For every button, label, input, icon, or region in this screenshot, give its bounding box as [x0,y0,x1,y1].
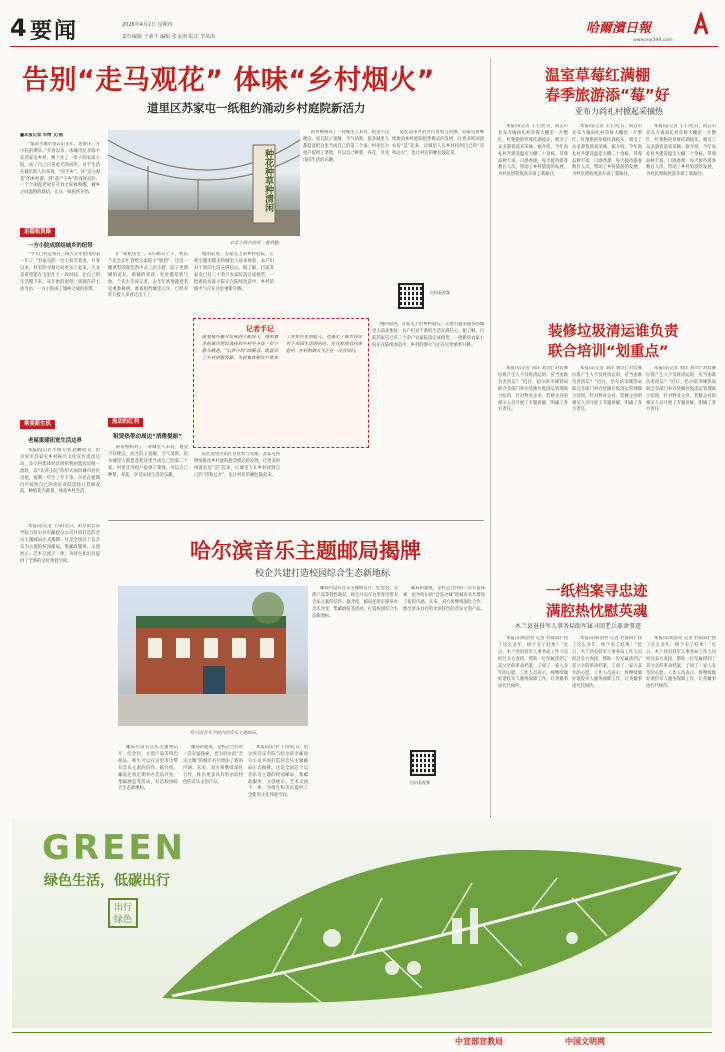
ad-green-word: GREEN [42,828,186,868]
story2-col4: 本报讯(记者 王琪)近日，哈尔滨音乐学院与哈尔滨市邮政分公司共同打造的音乐主题邮局正式揭牌。这是全国首个以音乐为主题的校园邮局，集邮政服务、文创展示、艺术交流于一体，为师生和市民提供了全新的文化体验空间。 [248,745,308,799]
right2-col2: 本报讯(记者 刘洋 刘洋)“对装修垃圾产生人不及时清运的，应当由谁负责清运？”近日，哈尔滨市城管局联合多部门举办装修垃圾清运管理联合培训，针对物业企业、装修企业的相关人员开展了专题讲解，明确了各方责任。 [572,366,642,413]
ad-slogan: 绿色生活，低碳出行 [44,873,170,889]
story1-col6: 的价格相对了一对城里人来说，租金不仅便宜，而且院子宽敞、空气清新，很多城里人都愿意把这里当成自己的第二个家。村里还为租户提供了菜地，可以自己种菜、养花，享受田园生活的乐趣。 [303,130,389,163]
story1-col7: 依托道里区的区位优势与资源，苏家屯将继续推动乡村庭院租赁模式的发展，让更多的闲置农房“活”起来，让城里人在乡村找到自己的“诗和远方”，也让村民的腰包鼓起来。 [392,130,484,156]
commentary-title: 记者手记 [246,325,274,333]
right3-headline-line1: 一纸档案寻忠迹 [546,584,648,600]
right3-col3: 本报讯(胡清亮 记者 杜薛薛)“找了这么多年，终于有了结果！”近日，木兰县退役军人事务局工作人员经过多方查找，帮助一位军属找到了其父亲的革命档案，了却了一家人多年的心愿。工作人员表示，将继续做好退役军人服务保障工作，让英雄事迹代代相传。 [646,636,716,690]
right3-col1: 本报讯(胡清亮 记者 杜薛薛)“找了这么多年，终于有了结果！”近日，木兰县退役军人事务局工作人员经过多方查找，帮助一位军属找到了其父亲的革命档案，了却了一家人多年的心愿。工作人员表示，将继续做好退役军人服务保障工作，让英雄事迹代代相传。 [498,636,568,690]
story1-col2: 本报讯(记者 毕博 记者 赵琳)近日，哈尔滨市苏家屯乡村振兴文化宣传活动启动，多个村集体经济组织将闲置农房统一流转，以“认养小院”的形式面向城市居民出租，租期一年至三年不等。市民在租期内可按照自己的喜好对院落进行装修改造，种植花卉蔬菜，体验乡村生活。 [20,448,100,495]
right3-subhead: 木兰县退役军人事务局助军属寻回老兵革命事迹 [515,623,642,630]
story1-qr-code[interactable] [398,283,424,309]
story1-byline: ■本报记者 毕博 文/图 [20,133,63,138]
story2-col3: 邮局的建成，是校企合作的一次有益探索，也为哈尔滨“音乐之城”的城市名片增添了新的内涵。未来，双方将继续深化合作，推出更多具有哈尔滨特色的音乐文创产品。 [183,745,243,785]
story2-col6: 邮局的建成，是校企合作的一次有益探索，也为哈尔滨“音乐之城”的城市名片增添了新的内涵。未来，双方将继续深化合作，推出更多具有哈尔滨特色的音乐文创产品。 [403,586,485,612]
story1-sub2: 乘宴新生机 [20,420,55,429]
right1-col1: 本报讯(记者 王丰)近日，尚志市亚布力镇尚礼村草莓大棚里一片繁忙，红艳艳的草莓挂满枝头，吸引了众多游客前来采摘。据介绍，今年尚礼村共建设温室大棚二十余栋，草莓品种丰富，口感香甜，每天接待游客数百人次，带动了乡村旅游的发展，为村民增收致富开辟了新路径。 [498,124,568,178]
footer-rule [12,1032,712,1033]
story2-photo-caption: 哈尔滨音乐学院内的音乐主题邮局。 [190,731,261,736]
story2-photo [118,586,308,726]
story1-col1b: “今天已经是我在三线入实年租用的第一年了，”苏家屯的一位大叔笑着说。开春以来，村里的寻租行动更多了起来，大多是希望能在宅里住上一段时间，让自己的生活慢下来。从开始的观望，到现在的主动寻访，一方小院成了城乡之间的纽带。 [20,252,100,292]
right1-col2: 本报讯(记者 王丰)近日，尚志市亚布力镇尚礼村草莓大棚里一片繁忙，红艳艳的草莓挂满枝头，吸引了众多游客前来采摘。据介绍，今年尚礼村共建设温室大棚二十余栋，草莓品种丰富，口感香甜，每天接待游客数百人次，带动了乡村旅游的发展，为村民增收致富开辟了新路径。 [572,124,642,178]
site-url: www.my399.com [633,38,673,43]
story1-subhead: 道里区苏家屯一纸租约涌动乡村庭院新活力 [147,101,366,115]
story1-qr-label: 扫码看视频 [430,290,450,295]
right1-headline-line2: 春季旅游添“莓”好 [545,86,670,104]
ad-stamp: 出行绿色 [108,898,138,928]
story1-sub2-title: 老屋重建拓宽生活边界 [28,438,82,444]
story1-sub1-title: 一方小院成联结城乡的纽带 [28,243,93,249]
footer-right: 中国文明网 [565,1037,605,1046]
story1-photo [108,130,300,236]
story2-subhead: 校企共建打造校园综合生态新地标 [255,569,391,579]
photo-plaque: 种花种草种清闲 [263,149,273,212]
leaf-illustration [152,838,692,1023]
story2-headline: 哈尔滨音乐主题邮局揭牌 [190,539,421,563]
story1-col1: “都说平城市里认识多年，也难住一方小院的期头。”开春以来，冰城市民李陈平在苏家屯乡村，换下住了一辈子的农家小院，成了自己日常观光的居所，对于生活在城市的人们来说，“拉手乡”。从“走马观花”的乡村游，到“落户下乡”的深度居住，一个个闲置老屋在开春之际被唤醒，城乡之间温情的联结，正从一纸租约开始。 [20,142,100,196]
story2-col1: 本报讯(记者 王琪)近日，哈尔滨音乐学院与哈尔滨市邮政分公司共同打造的音乐主题邮局正式揭牌。这是全国首个以音乐为主题的校园邮局，集邮政服务、文创展示、艺术交流于一体，为师生和市民提供了全新的文化体验空间。 [20,524,100,564]
section-title: 要闻 [30,19,79,44]
right2-col1: 本报讯(记者 刘洋 刘洋)“对装修垃圾产生人不及时清运的，应当由谁负责清运？”近日，哈尔滨市城管局联合多部门举办装修垃圾清运管理联合培训，针对物业企业、装修企业的相关人员开展了专题讲解，明确了各方责任。 [498,366,568,413]
editors-line: 责任编辑 于素平 编辑 张金翊 版式 李凤海 [122,34,215,40]
right2-headline-line1: 装修垃圾清运谁负责 [548,324,679,340]
story2-qr-code[interactable] [410,750,436,776]
footer-left: 中宣部宣教局 [455,1037,503,1046]
story1-photo-caption: 农家小院内前有一番情趣。 [230,241,283,246]
right1-headline-line1: 温室草莓红满棚 [545,66,651,84]
story1-col3: 扩”和租房生”。3月26日上午，村民兰先生正忙着给自家院子“收拾”。这是一幢典型的现代新中式三层小楼，院子里新砌的花坛、新铺的青砖，处处都是新气象。兰先生告诉记者，去年年底他就把老屋重新修缮，准备租给城里人住，已经有好几拨人来看过房子了。 [108,252,188,299]
issue-info: 2026年4月2日 星期四 [122,22,173,28]
right2-col3: 本报讯(记者 刘洋 刘洋)“对装修垃圾产生人不及时清运的，应当由谁负责清运？”近日，哈尔滨市城管局联合多部门举办装修垃圾清运管理联合培训，针对物业企业、装修企业的相关人员开展了专题讲解，明确了各方责任。 [646,366,716,413]
story2-rule [108,520,484,521]
story1-col5: 的价格相对了一对城里人来说，租金不仅便宜，而且院子宽敞、空气清新，很多城里人都愿意把这里当成自己的第二个家。村里还为租户提供了菜地，可以自己种菜、养花，享受田园生活的乐趣。 [108,445,188,478]
story2-qr-label: 扫码看视频 [410,780,430,785]
green-ad-banner [12,818,712,1028]
commentary-box [193,318,369,448]
story1-headline: 告别“走马观花” 体味“乡村烟火” [22,65,435,96]
story2-col2: 邮局内设有音乐主题明信片、纪念封、文创产品等特色商品，师生可以在这里寄出带有音乐元素的信件。据介绍，邮局还将定期举办音乐沙龙、集邮展览等活动，打造校园综合生态新地标。 [118,745,178,792]
column-divider [490,58,491,818]
right1-subhead: 亚布力尚礼村掀起采摘热 [575,107,663,116]
header-rule [10,46,718,47]
right1-col3: 本报讯(记者 王丰)近日，尚志市亚布力镇尚礼村草莓大棚里一片繁忙，红艳艳的草莓挂满枝头，吸引了众多游客前来采摘。据介绍，今年尚礼村共建设温室大棚二十余栋，草莓品种丰富，口感香甜，每天接待游客数百人次，带动了乡村旅游的发展，为村民增收致富开辟了新路径。 [646,124,716,178]
page-number: 4 [10,14,27,42]
flow-subtitle: 租赁热带动周边“消费提振” [113,434,182,440]
right2-headline-line2: 联合培训“划重点” [548,344,669,360]
right3-headline-line2: 满腔热忱慰英魂 [546,604,648,620]
flow-title: 流动的红利 [108,418,143,427]
story1-col4: 慢的前进。苏家屯上的乡村庭院，正吸引越来越多的城里人前来体验，农户们对于新的生活充满信心。据了解，目前苏家屯已有三十余户农家院落完成租赁，一批新的农家小院正在陆续改造中，乡村的烟火气正在这里重新升腾。 [194,252,274,292]
story1-col8: 慢的前进。苏家屯上的乡村庭院，正吸引越来越多的城里人前来体验，农户们对于新的生活充满信心。据了解，目前苏家屯已有三十余户农家院落完成租赁，一批新的农家小院正在陆续改造中，乡村的烟火气正在这里重新升腾。 [372,322,484,348]
right3-col2: 本报讯(胡清亮 记者 杜薛薛)“找了这么多年，终于有了结果！”近日，木兰县退役军人事务局工作人员经过多方查找，帮助一位军属找到了其父亲的革命档案，了却了一家人多年的心愿。工作人员表示，将继续做好退役军人服务保障工作，让英雄事迹代代相传。 [572,636,642,690]
story1-col5b: 依托道里区的区位优势与资源，苏家屯将继续推动乡村庭院租赁模式的发展，让更多的闲置农房“活”起来，让城里人在乡村找到自己的“诗和远方”，也让村民的腰包鼓起来。 [194,452,280,478]
story1-sub1: 走稳租赁路 [20,228,55,237]
masthead: 哈爾濱日報 [586,21,652,36]
commentary-text: 随着城乡融合发展的不断深入，越来越多的城市居民选择到乡村中寻找一份宁静与惬意。“认养小院”的模式，既盘活了乡村闲置资源，为村集体和农户带来了实实在在的收入，也满足了城市居民对于田园生活的向往。在这样的双向奔赴中，乡村的烟火气正在一点点回归。 [202,335,362,361]
story2-col5: 邮局内设有音乐主题明信片、纪念封、文创产品等特色商品，师生可以在这里寄出带有音乐元素的信件。据介绍，邮局还将定期举办音乐沙龙、集邮展览等活动，打造校园综合生态新地标。 [312,586,398,619]
masthead-icon [692,12,710,36]
